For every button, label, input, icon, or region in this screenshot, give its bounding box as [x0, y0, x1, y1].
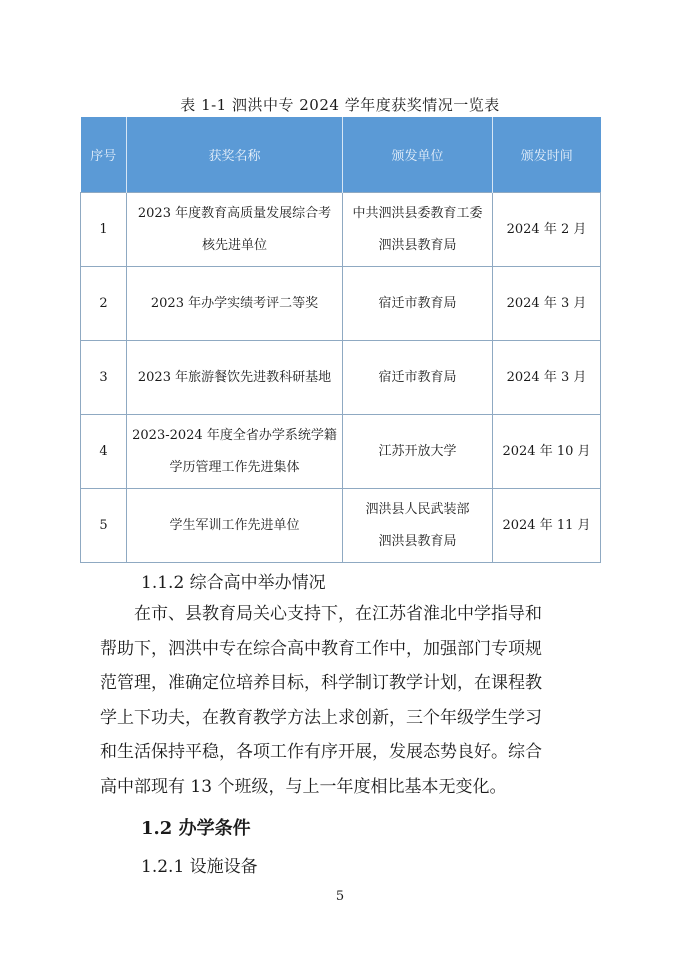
section-heading-1-2: 1.2 办学条件: [141, 818, 251, 839]
page-number: 5: [335, 889, 345, 904]
awards-table: [80, 117, 601, 563]
cell-award-name: [127, 341, 343, 415]
cell-issuer: [343, 341, 493, 415]
cell-issuer-line: 泗洪县人民武装部: [365, 501, 470, 517]
section-paragraph: [100, 597, 580, 804]
header-date: 颁发时间: [493, 117, 601, 193]
cell-date: 2024 年 3 月: [493, 341, 601, 415]
cell-award-name: [127, 415, 343, 489]
cell-award-name-line: 核先进单位: [201, 237, 267, 253]
table-row: [81, 267, 601, 341]
table-row: [81, 415, 601, 489]
header-no: 序号: [81, 117, 127, 193]
cell-issuer: [343, 193, 493, 267]
cell-issuer-line: 泗洪县教育局: [378, 237, 457, 253]
header-issuer: 颁发单位: [343, 117, 493, 193]
paragraph-line: 学上下功夫，在教育教学方法上求创新，三个年级学生学习: [100, 707, 542, 728]
cell-date: 2024 年 2 月: [493, 193, 601, 267]
table-caption: 表 1-1 泗洪中专 2024 学年度获奖情况一览表: [180, 96, 500, 114]
cell-issuer-line: 江苏开放大学: [378, 443, 457, 459]
cell-award-name-line: 2023 年办学实绩考评二等奖: [150, 295, 319, 311]
cell-award-name-line: 学历管理工作先进集体: [169, 459, 300, 475]
cell-award-name: [127, 267, 343, 341]
section-heading-1-1-2: 1.1.2 综合高中举办情况: [141, 573, 326, 593]
paragraph-line: 在市、县教育局关心支持下，在江苏省淮北中学指导和: [134, 604, 542, 624]
cell-date: 2024 年 10 月: [493, 415, 601, 489]
section-heading-1-2-1: 1.2.1 设施设备: [141, 857, 258, 877]
cell-award-name: [127, 193, 343, 267]
cell-no: 3: [81, 341, 127, 415]
cell-no: 4: [81, 415, 127, 489]
cell-no: 2: [81, 267, 127, 341]
cell-issuer-line: 宿迁市教育局: [378, 369, 457, 385]
cell-award-name-line: 2023 年度教育高质量发展综合考: [137, 205, 332, 221]
cell-award-name-line: 2023-2024 年度全省办学系统学籍: [132, 427, 337, 443]
cell-issuer-line: 泗洪县教育局: [378, 533, 457, 549]
table-header-row: [81, 117, 601, 193]
cell-issuer: [343, 267, 493, 341]
cell-date: 2024 年 3 月: [493, 267, 601, 341]
cell-issuer-line: 中共泗洪县委教育工委: [352, 205, 483, 221]
cell-date: 2024 年 11 月: [493, 489, 601, 563]
cell-issuer: [343, 489, 493, 563]
cell-award-name-line: 学生军训工作先进单位: [169, 517, 300, 533]
paragraph-line: 帮助下，泗洪中专在综合高中教育工作中，加强部门专项规: [100, 638, 542, 659]
cell-no: 1: [81, 193, 127, 267]
table-row: [81, 341, 601, 415]
header-award-name: 获奖名称: [127, 117, 343, 193]
paragraph-line: 高中部现有 13 个班级，与上一年度相比基本无变化。: [100, 776, 507, 797]
cell-award-name-line: 2023 年旅游餐饮先进教科研基地: [137, 369, 332, 385]
paragraph-line: 和生活保持平稳，各项工作有序开展，发展态势良好。综合: [100, 742, 542, 762]
paragraph-line: 范管理，准确定位培养目标，科学制订教学计划，在课程教: [100, 673, 542, 693]
table-row: [81, 489, 601, 563]
cell-issuer: [343, 415, 493, 489]
cell-no: 5: [81, 489, 127, 563]
cell-award-name: [127, 489, 343, 563]
table-row: [81, 193, 601, 267]
cell-issuer-line: 宿迁市教育局: [378, 295, 457, 311]
